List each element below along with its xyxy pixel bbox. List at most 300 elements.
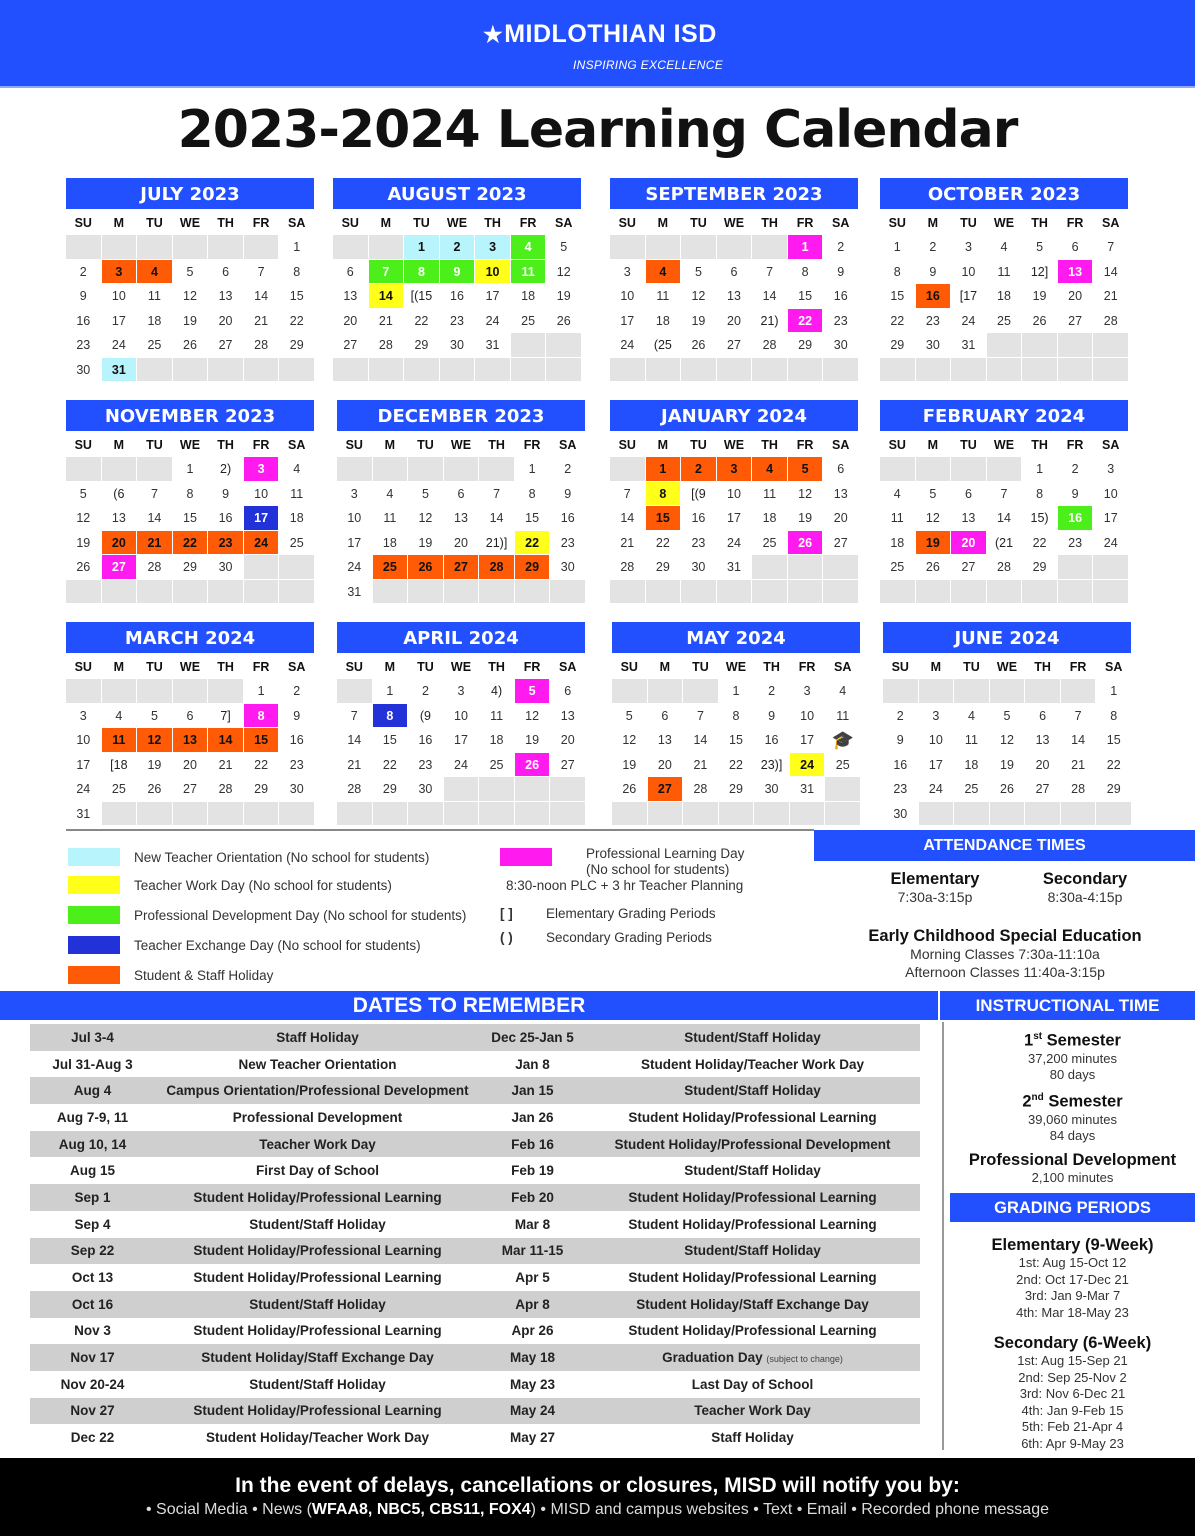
day-cell: 27 — [727, 338, 741, 352]
day-cell: 29 — [655, 560, 670, 574]
day-cell: 21 — [1103, 289, 1118, 303]
day-cell: 30 — [691, 560, 706, 574]
cell-text: Graduation Day — [662, 1350, 763, 1366]
weekday-label: FR — [796, 216, 814, 230]
legend-secondary-grading — [500, 930, 712, 945]
grading-period: 2nd: Sep 25-Nov 2 — [1018, 1369, 1127, 1385]
weekday-label: TH — [217, 216, 234, 230]
day-cell: 11 — [102, 728, 137, 752]
day-cell: 28 — [147, 560, 162, 574]
weekday-label: TU — [690, 216, 707, 230]
day-cell: 15 — [183, 511, 197, 525]
day-cell: 22 — [254, 757, 269, 772]
day-cell: 20 — [833, 511, 848, 525]
month-grid — [880, 212, 1128, 381]
month-grid — [337, 656, 585, 825]
weekday-label: WE — [179, 438, 201, 452]
date-cell — [480, 1110, 585, 1125]
day-cell: 27 — [102, 555, 137, 579]
day-cell: 8 — [1110, 708, 1118, 723]
cell-text: Apr 5 — [515, 1270, 550, 1286]
divider — [66, 829, 814, 831]
month-grid — [880, 434, 1128, 603]
day-cell: 3 — [717, 457, 752, 481]
day-cell: 22 — [788, 309, 823, 333]
day-cell: 26 — [1000, 782, 1014, 796]
month-may — [612, 622, 860, 825]
day-cell: (6 — [113, 486, 125, 501]
day-cell: 16 — [418, 733, 433, 747]
day-cell: 14 — [254, 289, 269, 303]
cell-text: First Day of School — [255, 1163, 380, 1179]
day-cell: 22 — [414, 313, 429, 328]
empty-day — [788, 555, 823, 579]
cell-text: Student/Staff Holiday — [684, 1083, 821, 1099]
sup: st — [1033, 1031, 1043, 1042]
day-cell: 25 — [762, 535, 777, 550]
empty-day — [333, 235, 368, 259]
table-row — [30, 1398, 920, 1425]
legend-label: Professional Development Day (No school for students) — [134, 907, 467, 923]
day-cell: 4 — [511, 235, 546, 259]
day-cell: 25 — [373, 555, 408, 579]
empty-day — [102, 802, 137, 826]
month-title: FEBRUARY 2024 — [880, 400, 1128, 431]
empty-day — [681, 235, 716, 259]
day-cell: 29 — [890, 338, 905, 352]
cell-text: Feb 16 — [511, 1136, 554, 1152]
day-cell: 27 — [648, 777, 683, 801]
empty-day — [880, 358, 915, 382]
day-cell: 4 — [893, 486, 901, 501]
num: 1 — [1024, 1031, 1034, 1050]
day-cell: 10 — [620, 289, 635, 303]
time: 8:30a-4:15p — [1047, 889, 1123, 905]
empty-day — [102, 679, 137, 703]
empty-day — [1061, 802, 1096, 826]
legend-item — [68, 966, 273, 984]
empty-day — [515, 777, 550, 801]
empty-day — [369, 358, 404, 382]
day-cell: 26 — [183, 338, 197, 352]
swatch-prof-learning — [500, 848, 552, 866]
cell-text: Jan 8 — [515, 1056, 550, 1072]
empty-day — [683, 802, 718, 826]
minutes: 2,100 minutes — [1031, 1170, 1114, 1185]
day-cell: 23 — [560, 535, 575, 550]
day-cell: 1 — [1110, 684, 1118, 698]
month-january — [610, 400, 858, 603]
day-cell: 27 — [560, 757, 575, 772]
day-cell: 24 — [76, 782, 91, 796]
weekday-label: M — [659, 660, 671, 674]
day-cell: 4 — [752, 457, 787, 481]
day-cell: 24 — [961, 313, 976, 328]
weekday-label: SU — [74, 438, 92, 452]
sup: nd — [1031, 1092, 1044, 1103]
cell-text: Student Holiday/Teacher Work Day — [640, 1056, 865, 1072]
table-row — [30, 1051, 920, 1078]
empty-day — [66, 580, 101, 604]
day-cell: 15 — [890, 289, 905, 303]
empty-day — [954, 679, 989, 703]
empty-day — [823, 580, 858, 604]
day-cell: 17 — [111, 313, 126, 328]
label: Early Childhood Special Education — [868, 927, 1142, 945]
month-march — [66, 622, 314, 825]
day-cell: 2 — [768, 684, 776, 698]
weekday-label: M — [380, 216, 392, 230]
day-cell: 20 — [454, 535, 468, 550]
weekday-label: SA — [559, 438, 577, 452]
weekday-label: M — [113, 216, 125, 230]
day-cell: 9 — [79, 289, 87, 303]
day-cell: 25 — [289, 535, 304, 550]
cell-text: Sep 1 — [74, 1189, 111, 1205]
day-cell: 26 — [76, 560, 91, 574]
empty-day — [511, 358, 546, 382]
day-cell: 3 — [244, 457, 279, 481]
event-cell — [585, 1270, 920, 1285]
day-cell: 12 — [418, 511, 433, 525]
day-cell: 5 — [515, 679, 550, 703]
day-cell: 20 — [218, 313, 233, 328]
day-cell: 7 — [257, 264, 265, 279]
notice-channels — [0, 1501, 1195, 1519]
label: Secondary — [1042, 870, 1128, 888]
day-cell: 13 — [343, 289, 358, 303]
day-cell: 24 — [928, 782, 943, 796]
paren-symbol: ( ) — [500, 930, 513, 945]
empty-day — [102, 580, 137, 604]
event-cell — [585, 1110, 920, 1125]
day-cell: 30 — [289, 782, 304, 796]
day-cell: 5 — [560, 240, 568, 254]
day-cell: 24 — [454, 757, 468, 772]
month-grid — [66, 656, 314, 825]
legend-label: Professional Learning Day — [586, 846, 745, 861]
weekday-label: WE — [446, 216, 468, 230]
empty-day — [951, 580, 986, 604]
cell-text: May 24 — [509, 1403, 556, 1419]
month-title: MAY 2024 — [612, 622, 860, 653]
cell-text: Nov 3 — [74, 1323, 111, 1339]
cell-text: Apr 8 — [515, 1296, 550, 1312]
grading-elementary — [950, 1235, 1195, 1321]
empty-day — [987, 457, 1022, 481]
cell-text: Student Holiday/Staff Exchange Day — [636, 1296, 869, 1312]
empty-day — [752, 358, 787, 382]
day-cell: 18 — [655, 313, 670, 328]
empty-day — [208, 802, 243, 826]
day-cell: 20 — [102, 531, 137, 555]
day-cell: 26 — [622, 782, 637, 796]
empty-day — [137, 802, 172, 826]
day-cell: 20 — [657, 757, 672, 772]
empty-day — [951, 358, 986, 382]
legend-label: Teacher Exchange Day (No school for students) — [134, 937, 421, 953]
day-cell: 14 — [762, 289, 777, 303]
cell-text: Staff Holiday — [276, 1029, 359, 1045]
day-cell: 4 — [293, 462, 301, 476]
color-swatch — [68, 848, 120, 866]
empty-day — [1022, 333, 1057, 357]
semester-2 — [950, 1088, 1195, 1145]
month-february — [880, 400, 1128, 603]
empty-day — [373, 802, 408, 826]
empty-day — [444, 802, 479, 826]
day-cell: 25 — [997, 313, 1011, 328]
day-cell: 19 — [1000, 757, 1014, 772]
day-cell: 14 — [1103, 264, 1118, 279]
empty-day — [612, 802, 647, 826]
table-row — [30, 1104, 920, 1131]
legend-prof-learning — [500, 846, 744, 894]
day-cell: 21)] — [485, 535, 508, 550]
num: 2 — [1022, 1092, 1032, 1111]
day-cell: 6 — [564, 684, 572, 698]
day-cell: 21 — [378, 313, 393, 328]
date-cell — [30, 1030, 155, 1045]
event-cell — [585, 1350, 920, 1365]
empty-day — [880, 457, 915, 481]
day-cell: 1 — [257, 684, 265, 698]
empty-day — [337, 457, 372, 481]
color-swatch — [68, 936, 120, 954]
day-cell: 5 — [1036, 240, 1044, 254]
day-cell: 19 — [556, 289, 571, 303]
dates-to-remember-header: DATES TO REMEMBER — [0, 991, 938, 1020]
event-cell — [155, 1110, 480, 1125]
day-cell: 17 — [454, 733, 468, 747]
month-title: NOVEMBER 2023 — [66, 400, 314, 431]
district-logo — [483, 20, 717, 49]
date-cell — [480, 1297, 585, 1312]
day-cell: 28 — [620, 560, 635, 574]
cell-text: Student/Staff Holiday — [249, 1296, 386, 1312]
day-cell: 30 — [833, 338, 848, 352]
day-cell: 16 — [289, 733, 304, 747]
empty-day — [880, 580, 915, 604]
day-cell: 1 — [386, 684, 394, 698]
day-cell: 4 — [839, 684, 847, 698]
grading-period: 3rd: Nov 6-Dec 21 — [1019, 1386, 1126, 1401]
day-cell: 21 — [254, 313, 269, 328]
weekday-label: TU — [960, 438, 977, 452]
empty-day — [823, 555, 858, 579]
empty-day — [825, 802, 860, 826]
cell-text: Student Holiday/Professional Learning — [628, 1109, 877, 1125]
day-cell: 22 — [729, 757, 743, 772]
table-row — [30, 1291, 920, 1318]
day-cell: 24 — [727, 535, 741, 550]
weekday-label: WE — [993, 438, 1015, 452]
footer-notice — [0, 1458, 1195, 1536]
cell-text: Student Holiday/Professional Learning — [193, 1323, 442, 1339]
empty-day — [404, 358, 439, 382]
weekday-label: TU — [417, 438, 434, 452]
empty-day — [883, 679, 918, 703]
day-cell: 5 — [694, 264, 702, 279]
event-cell — [585, 1083, 920, 1098]
weekday-label: SA — [288, 216, 306, 230]
time: 7:30a-3:15p — [897, 889, 973, 905]
empty-day — [479, 802, 514, 826]
day-cell: 26 — [925, 560, 940, 574]
day-cell: 30 — [450, 338, 464, 352]
event-cell — [585, 1030, 920, 1045]
weekday-label: FR — [1066, 438, 1084, 452]
month-title: JUNE 2024 — [883, 622, 1131, 653]
date-cell — [480, 1057, 585, 1072]
label: Elementary — [890, 870, 980, 888]
cell-text: Apr 26 — [511, 1323, 554, 1339]
weekday-label: TH — [488, 438, 505, 452]
day-cell: 9 — [440, 260, 475, 284]
day-cell: 17 — [244, 506, 279, 530]
month-grid — [66, 212, 314, 381]
day-cell: 12 — [556, 264, 571, 279]
weekday-label: M — [927, 438, 939, 452]
legend-label: Secondary Grading Periods — [546, 930, 712, 945]
event-cell — [585, 1190, 920, 1205]
day-cell: 13 — [657, 733, 672, 747]
day-cell: 23 — [691, 535, 706, 550]
cell-text: Campus Orientation/Professional Development — [166, 1083, 469, 1099]
legend-label: Teacher Work Day (No school for students) — [134, 877, 392, 893]
empty-day — [408, 580, 443, 604]
date-cell — [30, 1297, 155, 1312]
weekday-label: FR — [1069, 660, 1087, 674]
cell-text: Jul 31-Aug 3 — [52, 1056, 133, 1072]
date-cell — [30, 1243, 155, 1258]
day-cell: 9 — [1071, 486, 1079, 501]
empty-day — [244, 580, 279, 604]
empty-day — [1058, 555, 1093, 579]
day-cell: 25 — [521, 313, 536, 328]
empty-day — [102, 457, 137, 481]
channels-pre: • Social Media • News ( — [146, 1501, 312, 1518]
day-cell: 2 — [1071, 462, 1079, 476]
empty-day — [279, 802, 314, 826]
cell-text: Professional Development — [232, 1109, 403, 1125]
empty-day — [333, 358, 368, 382]
weekday-label: TU — [146, 216, 163, 230]
day-cell: 3 — [457, 684, 465, 698]
weekday-label: SU — [618, 438, 636, 452]
empty-day — [475, 358, 510, 382]
day-cell: 3 — [803, 684, 811, 698]
day-cell: [17 — [959, 289, 978, 303]
day-cell: 6 — [346, 264, 354, 279]
cell-text: Sep 22 — [70, 1243, 115, 1259]
day-cell: 16 — [218, 511, 233, 525]
weekday-label: SA — [832, 216, 850, 230]
weekday-label: FR — [252, 660, 270, 674]
day-cell: 28 — [378, 338, 393, 352]
dates-to-remember-table — [30, 1024, 920, 1451]
event-cell — [155, 1057, 480, 1072]
grading-period: 4th: Mar 18-May 23 — [1016, 1304, 1129, 1320]
day-cell: 14 — [997, 511, 1011, 525]
month-title: AUGUST 2023 — [333, 178, 581, 209]
table-row — [30, 1184, 920, 1211]
weekday-label: SA — [288, 438, 306, 452]
day-cell: 28 — [997, 560, 1011, 574]
weekday-label: TH — [761, 216, 778, 230]
table-row — [30, 1424, 920, 1451]
day-cell: 18 — [382, 535, 397, 550]
day-cell: 13 — [560, 708, 575, 723]
day-cell: 12] — [1030, 264, 1049, 279]
day-cell: 10 — [727, 486, 741, 501]
day-cell: 17 — [620, 313, 635, 328]
empty-day — [208, 580, 243, 604]
event-cell — [155, 1030, 480, 1045]
empty-day — [752, 555, 787, 579]
day-cell: 24 — [790, 753, 825, 777]
day-cell: 24 — [620, 338, 635, 352]
attendance-secondary — [1010, 870, 1160, 905]
day-cell: 13 — [833, 486, 848, 501]
day-cell: 30 — [925, 338, 940, 352]
day-cell: 13 — [1058, 260, 1093, 284]
date-cell — [480, 1083, 585, 1098]
day-cell: 30 — [764, 782, 779, 796]
day-cell: 7 — [1107, 240, 1115, 254]
day-cell: 11 — [763, 486, 777, 501]
day-cell: 31 — [961, 338, 976, 352]
day-cell: 16 — [916, 284, 951, 308]
weekday-label: SA — [834, 660, 852, 674]
event-cell — [155, 1323, 480, 1338]
day-cell: 7 — [150, 486, 158, 501]
day-cell: 12 — [691, 289, 706, 303]
month-september — [610, 178, 858, 381]
morning-classes: Morning Classes 7:30a-11:10a — [910, 946, 1100, 962]
empty-day — [550, 580, 585, 604]
day-cell: 18 — [997, 289, 1011, 303]
date-cell — [30, 1403, 155, 1418]
day-cell: 29 — [254, 782, 269, 796]
empty-day — [951, 457, 986, 481]
day-cell: 4) — [491, 684, 503, 698]
empty-day — [916, 457, 951, 481]
day-cell: 15 — [646, 506, 681, 530]
day-cell: 15 — [244, 728, 279, 752]
day-cell: 26 — [515, 753, 550, 777]
cell-text: Student/Staff Holiday — [684, 1029, 821, 1045]
day-cell: 8 — [646, 482, 681, 506]
cell-text: Dec 22 — [70, 1430, 115, 1446]
month-october — [880, 178, 1128, 381]
weekday-label: FR — [519, 216, 537, 230]
weekday-label: SA — [1105, 660, 1123, 674]
date-cell — [30, 1110, 155, 1125]
label: Professional Development — [968, 1151, 1177, 1169]
empty-day — [102, 235, 137, 259]
date-cell — [480, 1270, 585, 1285]
instructional-time-header: INSTRUCTIONAL TIME — [940, 991, 1195, 1020]
day-cell: 24 — [244, 531, 279, 555]
date-cell — [480, 1190, 585, 1205]
day-cell: 25 — [964, 782, 979, 796]
day-cell: 8 — [732, 708, 740, 723]
day-cell: 16 — [560, 511, 575, 525]
empty-day — [208, 235, 243, 259]
legend-item — [68, 936, 421, 954]
day-cell: 9 — [837, 264, 845, 279]
